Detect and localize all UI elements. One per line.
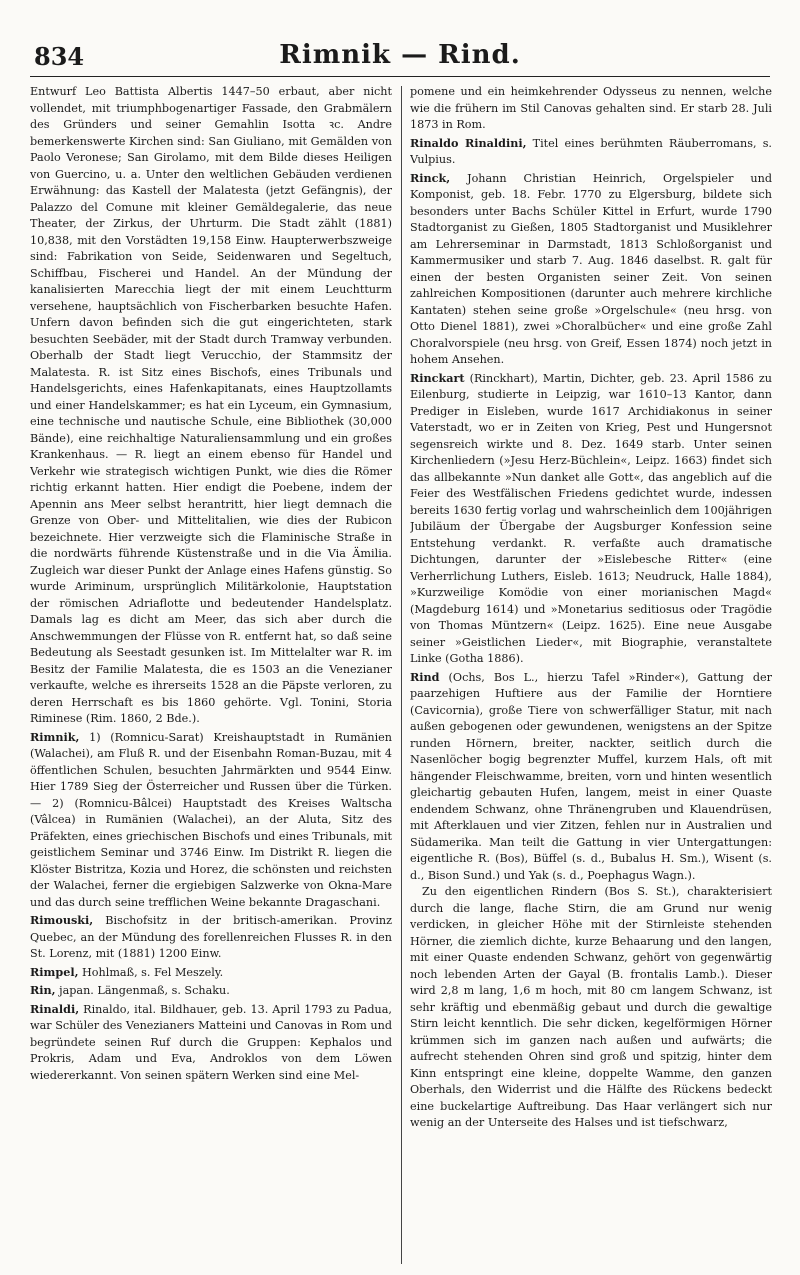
headword: Rinckart <box>410 370 465 385</box>
continuation-text: Entwurf Leo Battista Albertis 1447–50 erbaut, aber nicht vollendet, mit triumphbogenartiger Fassade, den Grabmälern des Gründers und seiner Gemahlin Isotta ꝛc. Andre bemerkenswerte Kirchen sind: San Giuliano, mit Gemälden von Paolo Veronese; San Girolamo, mit dem Bilde dieses Heiligen von Guercino, u. a. Unter den weltlichen Gebäuden verdienen Erwähnung: das Kastell der Malatesta (jetzt Gefängnis), der Palazzo del Comune mit kleiner Gemäldegalerie, das neue Theater, der Zirkus, der Uhrturm. Die Stadt zählt (1881) 10,838, mit den Vorstädten 19,158 Einw. Haupterwerbszweige sind: Fabrikation von Seide, Seidenwaren und Segeltuch, Schiffbau, Fischerei und Handel. An der Mündung der kanalisierten Marecchia liegt der mit einem Leuchtturm versehene, hauptsächlich von Fischerbarken besuchte Hafen. Unfern davon befinden sich die gut eingerichteten, stark besuchten Seebäder, mit der Stadt durch Tramway verbunden. Oberhalb der Stadt liegt Verucchio, der Stammsitz der Malatesta. R. ist Sitz eines Bischofs, eines Tribunals und Handelsgerichts, eines Hafenkapitanats, eines Hauptzollamts und einer Handelskammer; es hat ein Lyceum, ein Gymnasium, eine technische und nautische Schule, eine Bibliothek (30,000 Bände), eine reichhaltige Naturaliensammlung und ein großes Krankenhaus. — R. liegt an einem ebenso für Handel und Verkehr wie strategisch wichtigen Punkt, wie dies die Römer richtig erkannt hatten. Hier endigt die Poebene, indem der Apennin ans Meer selbst herantritt, hier liegt demnach die Grenze von Ober- und Mittelitalien, wie dies der Rubicon bezeichnete. Hier verzweigte sich die Flaminische Straße in die nordwärts führende Küstenstraße und in die Via Ämilia. Zugleich war dieser Punkt der Anlage eines Hafens günstig. So wurde Ariminum, ursprünglich Militärkolonie, Hauptstation der römischen Adriaflotte und bedeutender Handelsplatz. Damals lag es dicht am Meer, das sich aber durch die Anschwemmungen der Flüsse von R. entfernt hat, so daß seine Bedeutung als Seestadt gesunken ist. Im Mittelalter war R. im Besitz der Familie Malatesta, die es 1503 an die Venezianer verkaufte, welche es ihrerseits 1528 an die Päpste verloren, zu deren Herrschaft es bis 1860 gehörte. Vgl. Tonini, Storia Riminese (Rim. 1860, 2 Bde.). <box>30 85 392 725</box>
page-number: 834 <box>34 42 85 71</box>
entry-text: (Ochs, Bos L., hierzu Tafel »Rinder«), Gattung der paarzehigen Huftiere aus der Familie der Horntiere (Cavicornia), große Tiere von schwerfälliger Statur, mit nach außen gebogenen oder gewundenen, wenigstens an der Spitze runden Hörnern, breiter, nackter, seitlich durch die Nasenlöcher bogig begrenzter Muffel, kurzem Hals, oft mit hängender Fleischwamme, breiten, vorn und hinten wesentlich gleichartig gebauten Hufen, langem, meist in einer Quaste endendem Schwanz, ohne Thränengruben und Klauendrüsen, mit Afterklauen und vier Zitzen, fehlen nur in Australien und Südamerika. Man teilt die Gattung in vier Untergattungen: eigentliche R. (Bos), Büffel (s. d., Bubalus H. Sm.), Wisent (s. d., Bison Sund.) und Yak (s. d., Poephagus Wagn.). <box>410 670 772 882</box>
entry-text: Bischofsitz in der britisch-amerikan. Provinz Quebec, an der Mündung des forellenreichen Flusses R. in den St. Lorenz, mit (1881) 1200 Einw. <box>30 914 392 960</box>
entry-rimouski <box>30 912 392 963</box>
headword: Rinaldi, <box>30 1001 80 1016</box>
headword: Rimpel, <box>30 964 79 979</box>
headword: Rin, <box>30 983 56 997</box>
entry-text: Hohlmaß, s. Fel Meszely. <box>78 965 224 979</box>
entry-rinckart <box>410 370 772 668</box>
entry-text: Johann Christian Heinrich, Orgelspieler und Komponist, geb. 18. Febr. 1770 zu Elgersburg, bildete sich besonders unter Bachs Schüler Kittel in Erfurt, wurde 1790 Stadtorganist zu Gießen, 1805 Stadtorganist und Musiklehrer am Lehrerseminar in Darmstadt, 1813 Schloßorganist und Kammermusiker und starb 7. Aug. 1846 daselbst. R. galt für einen der besten Organisten seiner Zeit. Von seinen zahlreichen Kompositionen (darunter auch mehrere kirchliche Kantaten) stehen seine große »Orgelschule« (neu hrsg. von Otto Dienel 1881), zwei »Choralbücher« und eine große Zahl Choralvorspiele (neu hrsg. von Greif, Essen 1874) noch jetzt in hohem Ansehen. <box>410 171 772 366</box>
right-column <box>410 84 772 1264</box>
entry-text: Titel eines berühmten Räuberromans, s. Vulpius. <box>410 136 772 166</box>
entry-rinaldi <box>30 1001 392 1085</box>
entry-text: japan. Längenmaß, s. Schaku. <box>55 984 230 997</box>
column-divider <box>401 86 402 1264</box>
entry-rinck <box>410 170 772 369</box>
entry-rinaldo-rinaldini <box>410 135 772 169</box>
left-column <box>30 84 392 1264</box>
entry-rin <box>30 982 392 1000</box>
page-header <box>30 36 770 77</box>
entry-rimnik <box>30 729 392 912</box>
running-head: Rimnik — Rind. <box>279 40 521 70</box>
headword: Rimouski, <box>30 913 94 927</box>
entry-rimpel <box>30 964 392 982</box>
headword: Rinaldo Rinaldini, <box>410 135 527 150</box>
headword: Rimnik, <box>30 729 80 744</box>
entry-rind <box>410 669 772 885</box>
entry-text: 1) (Romnicu-Sarat) Kreishauptstadt in Rumänien (Walachei), am Fluß R. und der Eisenbahn Roman-Buzau, mit 4 öffentlichen Schulen, besuchten Jahrmärkten und 9544 Einw. Hier 1789 Sieg der Österreicher und Russen über die Türken. — 2) (Romnicu-Bâlcei) Hauptstadt des Kreises Waltscha (Vâlcea) in Rumänien (Walachei), an der Aluta, Sitz des Präfekten, eines griechischen Bischofs und eines Tribunals, mit geistlichem Seminar und 3746 Einw. Im Distrikt R. liegen die Klöster Bistritza, Kozia und Horez, die schönsten und reichsten der Walachei, ferner die ergiebigen Salzwerke von Okna-Mare und das durch seine trefflichen Weine bekannte Dragaschani. <box>30 730 392 909</box>
headword: Rinck, <box>410 170 451 185</box>
entry-text: Rinaldo, ital. Bildhauer, geb. 13. April 1793 zu Padua, war Schüler des Venezianers Matteini und Canovas in Rom und begründete seinen Ruf durch die Gruppen: Kephalos und Prokris, Adam und Eva, Androklos von dem Löwen wiedererkannt. Von seinen spätern Werken sind eine Mel- <box>30 1002 392 1082</box>
continuation-text: pomene und ein heimkehrender Odysseus zu nennen, welche wie die frühern im Stil Canovas gehalten sind. Er starb 28. Juli 1873 in Rom. <box>410 85 772 131</box>
headword: Rind <box>410 669 440 684</box>
paragraph-eigentliche-rinder: Zu den eigentlichen Rindern (Bos S. St.), charakterisiert durch die lange, flache Stirn, die am Grund nur wenig verdicken, in gleicher Höhe mit der Stirnleiste stehenden Hörner, die ziemlich dichte, kurze Behaarung und den langen, mit einer Quaste endenden Schwanz, gehört von gegenwärtig noch lebenden Arten der Gayal (B. frontalis Lamb.). Dieser wird 2,8 m lang, 1,6 m hoch, mit 80 cm langem Schwanz, ist sehr kräftig und ebenmäßig gebaut und durch die gewaltige Stirn leicht kenntlich. Die sehr dicken, kegelförmigen Hörner krümmen sich im ganzen nach außen und aufwärts; die aufrecht stehenden Ohren sind groß und spitzig, hinter dem Kinn entspringt eine kleine, doppelte Wamme, den ganzen Oberhals, den Widerrist und die Hälfte des Rückens bedeckt eine buckelartige Auftreibung. Das Haar verlängert sich nur wenig an der Unterseite des Halses und ist tiefschwarz, <box>410 885 772 1129</box>
entry-text: (Rinckhart), Martin, Dichter, geb. 23. April 1586 zu Eilenburg, studierte in Leipzig, war 1610–13 Kantor, dann Prediger in Eisleben, wurde 1617 Archidiakonus in seiner Vaterstadt, wo er in Zeiten von Krieg, Pest und Hungersnot segensreich wirkte und 8. Dez. 1649 starb. Unter seinen Kirchenliedern (»Jesu Herz-Büchlein«, Leipz. 1663) findet sich das allbekannte »Nun danket alle Gott«, das angeblich auf die Feier des Westfälischen Friedens gedichtet wurde, indessen bereits 1630 fertig vorlag und wahrscheinlich dem 100jährigen Jubiläum der Übergabe der Augsburger Konfession seine Entstehung verdankt. R. verfaßte auch dramatische Dichtungen, darunter der »Eislebesche Ritter« (eine Verherrlichung Luthers, Eisleb. 1613; Neudruck, Halle 1884), »Kurzweilige Komödie von einer morianischen Magd« (Magdeburg 1614) und »Monetarius seditiosus oder Tragödie von Thomas Müntzern« (Leipz. 1625). Eine neue Ausgabe seiner »Geistlichen Lieder«, mit Biographie, veranstaltete Linke (Gotha 1886). <box>410 371 772 665</box>
